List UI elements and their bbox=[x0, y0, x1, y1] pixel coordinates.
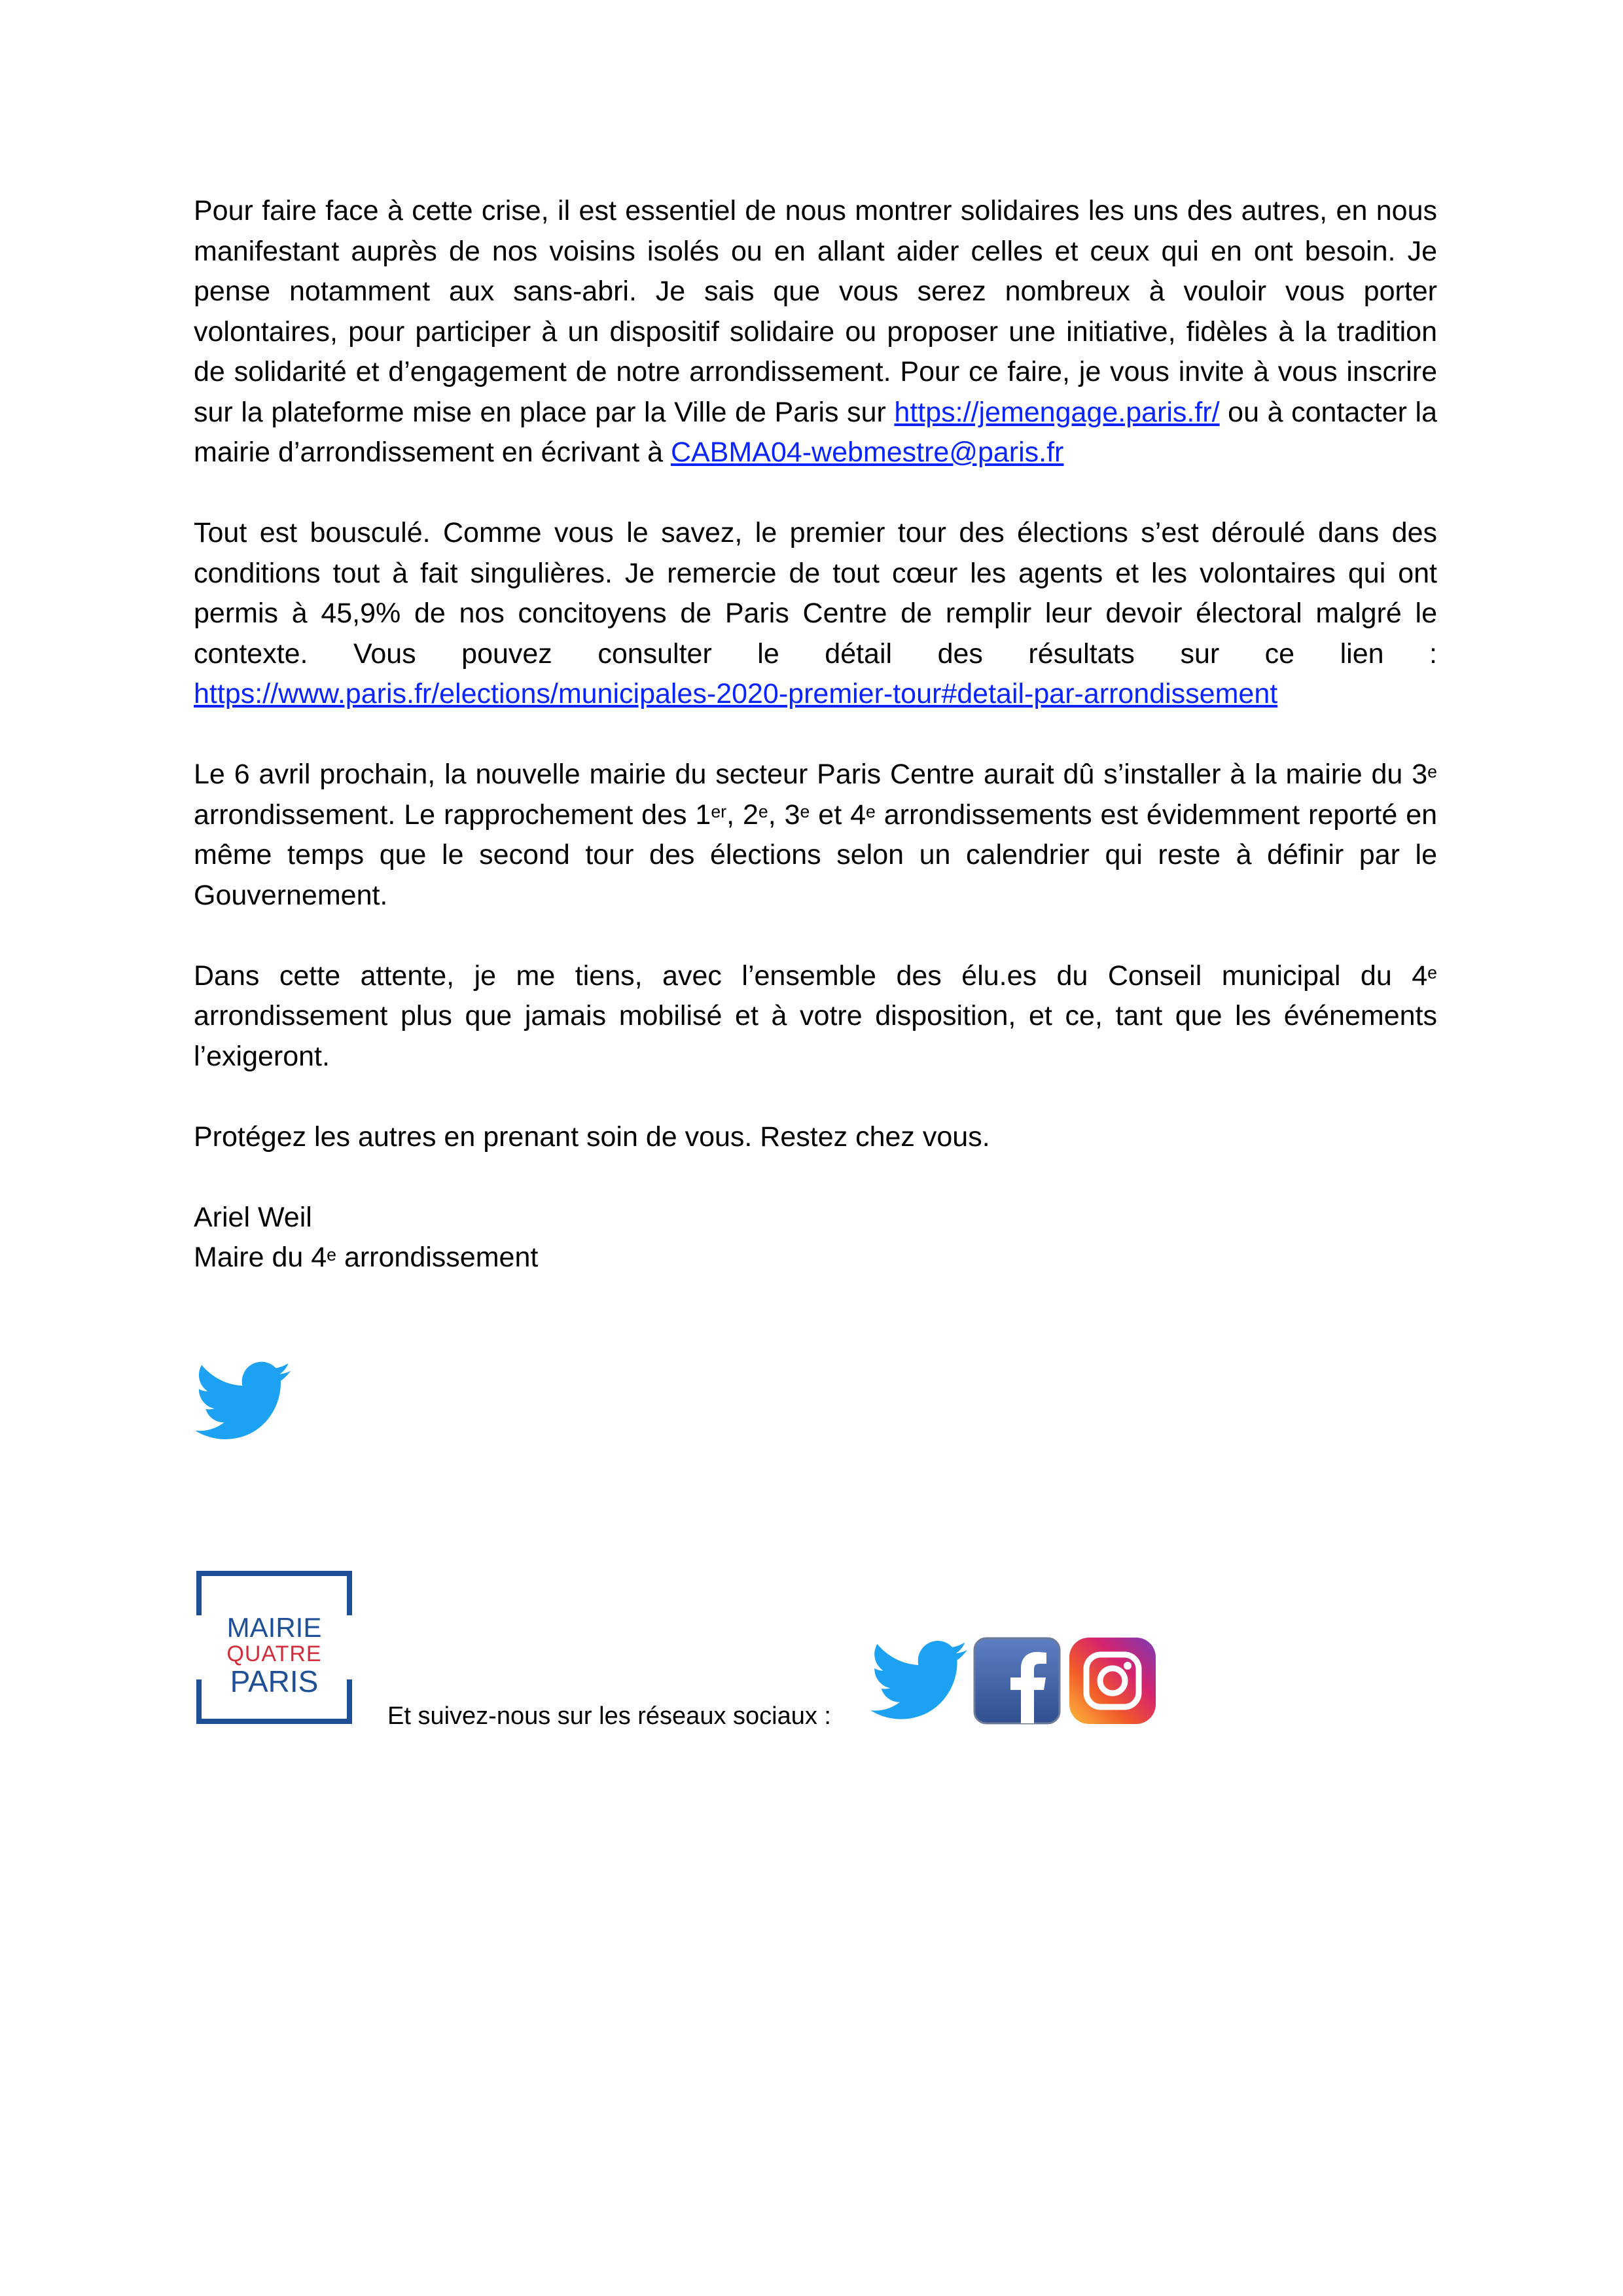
webmestre-email-link[interactable]: CABMA04-webmestre@paris.fr bbox=[670, 437, 1064, 468]
jemengage-link[interactable]: https://jemengage.paris.fr/ bbox=[894, 396, 1220, 428]
letter-body bbox=[194, 191, 1437, 1278]
logo-quatre-text: QUATRE bbox=[226, 1641, 322, 1666]
logo-mairie-text: MAIRIE bbox=[226, 1612, 322, 1643]
logo-paris-text: PARIS bbox=[230, 1664, 319, 1698]
facebook-icon[interactable] bbox=[972, 1636, 1061, 1725]
signature-title: Maire du 4e arrondissement bbox=[194, 1242, 539, 1273]
twitter-icon[interactable] bbox=[870, 1640, 967, 1722]
mairie-quatre-paris-logo bbox=[195, 1570, 353, 1725]
paragraph-elections: Tout est bousculé. Comme vous le savez, le premier tour des élections s’est déroulé dans des conditions tout à fait singulières. Je remercie de tout cœur les agents et les volontaires qui ont permis à 45,9% de nos concitoyens de Paris Centre de remplir leur devoir électoral malgré le contexte. Vous pouvez consulter le détail des résultats sur ce lien : https://www.paris.fr/elections/municipales-2020-premier-tour#detail-par-arrondissement bbox=[194, 517, 1437, 709]
election-results-link[interactable]: https://www.paris.fr/elections/municipales-2020-premier-tour#detail-par-arrondissement bbox=[194, 678, 1278, 709]
follow-us-text: Et suivez-nous sur les réseaux sociaux : bbox=[387, 1702, 831, 1730]
paragraph-paris-centre: Le 6 avril prochain, la nouvelle mairie du secteur Paris Centre aurait dû s’installer à la mairie du 3e arrondissement. Le rapprochement des 1er, 2e, 3e et 4e arrondissements est évidemment reporté en même temps que le second tour des élections selon un calendrier qui reste à définir par le Gouvernement. bbox=[194, 759, 1438, 911]
instagram-icon[interactable] bbox=[1068, 1636, 1157, 1725]
signature-name: Ariel Weil bbox=[194, 1201, 312, 1233]
paragraph-closing: Protégez les autres en prenant soin de vous. Restez chez vous. bbox=[194, 1121, 990, 1153]
twitter-icon[interactable] bbox=[194, 1361, 292, 1441]
paragraph-solidarity: Pour faire face à cette crise, il est essentiel de nous montrer solidaires les uns des autres, en nous manifestant auprès de nos voisins isolés ou en allant aider celles et ceux qui en ont besoin. Je pense notamment aux sans-abri. Je sais que vous serez nombreux à vouloir vous porter volontaires, pour participer à un dispositif solidaire ou proposer une initiative, fidèles à la tradition de solidarité et d’engagement de notre arrondissement. Pour ce faire, je vous invite à vous inscrire sur la plateforme mise en place par la Ville de Paris sur https://jemengage.paris.fr/ ou à contacter la mairie d’arrondissement en écrivant à CABMA04-webmestre@paris.fr bbox=[194, 195, 1437, 468]
paragraph-council: Dans cette attente, je me tiens, avec l’ensemble des élu.es du Conseil municipal du 4e arrondissement plus que jamais mobilisé et à votre disposition, et ce, tant que les événements l’exigeront. bbox=[194, 960, 1437, 1072]
